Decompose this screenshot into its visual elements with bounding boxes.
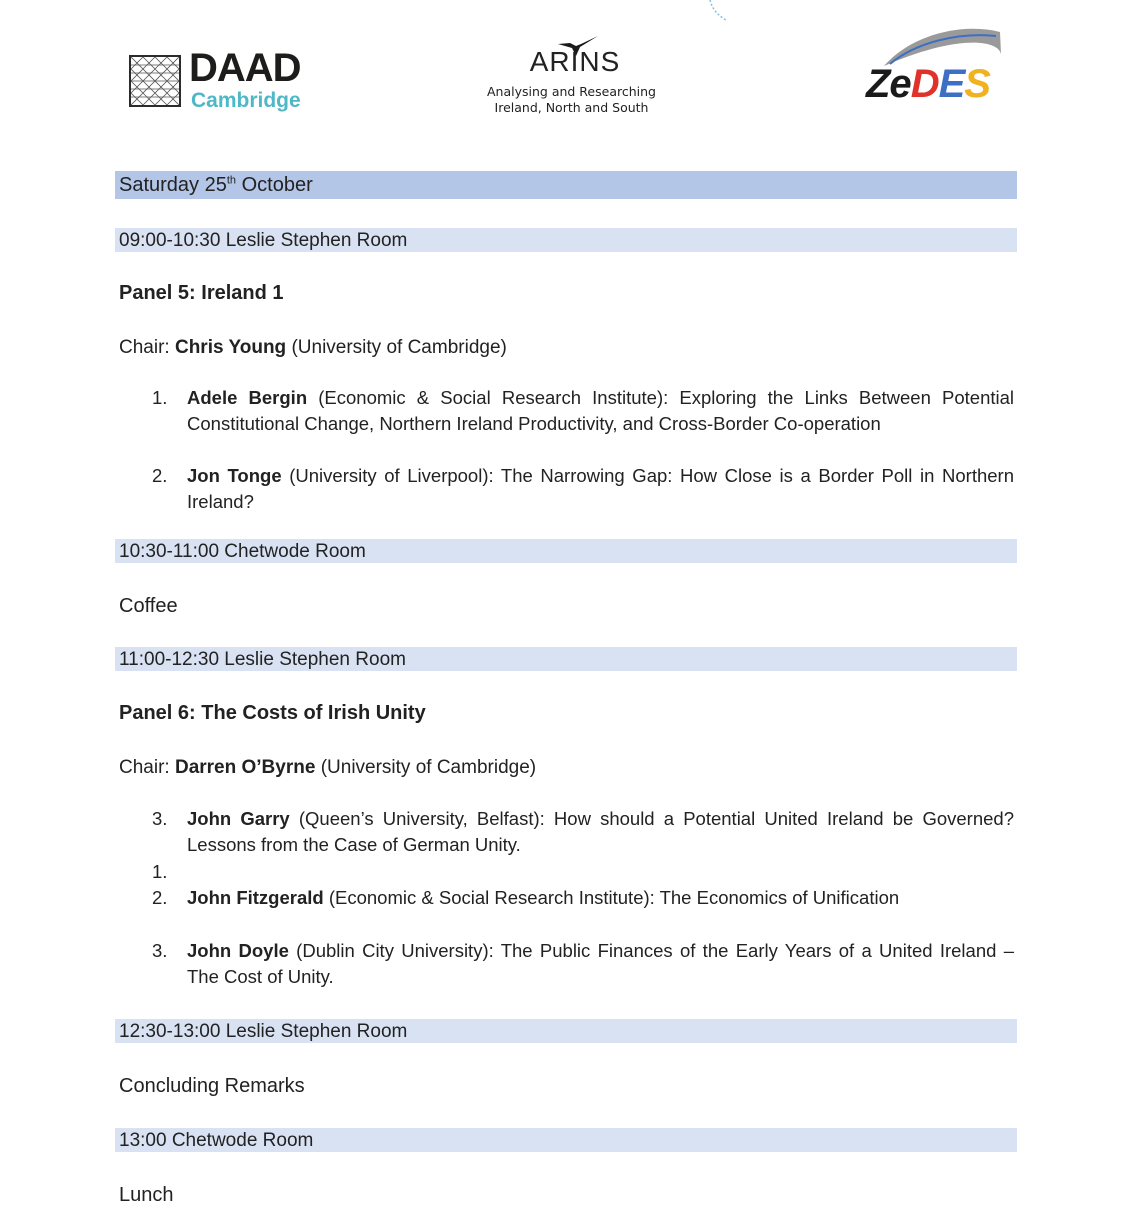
session-time-bar: 12:30-13:00 Leslie Stephen Room — [115, 1019, 1017, 1043]
list-number: 2. — [152, 465, 168, 486]
panel-title: Panel 5: Ireland 1 — [119, 282, 284, 304]
daad-logo-text: DAAD — [189, 46, 301, 90]
coffee-label: Coffee — [119, 595, 178, 617]
arins-tagline-line2: Ireland, North and South — [494, 100, 649, 115]
talk-details: (Economic & Social Research Institute): Exploring the Links Between Potential Constitutional Change, Northern Ireland Productivity, and Cross-Border Co-operation — [187, 387, 1015, 434]
list-item — [152, 885, 1014, 911]
arins-tagline — [470, 84, 673, 116]
session-time-bar: 13:00 Chetwode Room — [115, 1128, 1017, 1152]
zedes-d: D — [910, 62, 939, 106]
chair-affiliation: (University of Cambridge) — [315, 757, 537, 778]
list-item — [152, 463, 1014, 515]
speaker-name: John Fitzgerald — [187, 887, 324, 908]
session-time-bar: 10:30-11:00 Chetwode Room — [115, 539, 1017, 563]
daad-pattern-icon — [131, 57, 179, 105]
day-month: October — [236, 174, 313, 196]
day-label: Saturday 25 — [119, 174, 227, 196]
speaker-name: Jon Tonge — [187, 465, 282, 486]
chair-prefix: Chair: — [119, 337, 175, 358]
zedes-ze: Ze — [866, 62, 911, 106]
panel-chair — [119, 758, 536, 777]
chair-affiliation: (University of Cambridge) — [286, 337, 507, 358]
arins-tagline-line1: Analysing and Researching — [487, 84, 656, 99]
speaker-name: John Doyle — [187, 940, 289, 961]
chair-name: Darren O’Byrne — [174, 757, 316, 778]
day-header — [115, 171, 1017, 199]
panel-title: Panel 6: The Costs of Irish Unity — [119, 702, 426, 724]
lunch-label: Lunch — [119, 1184, 174, 1206]
zedes-e: E — [938, 62, 965, 106]
day-suffix: th — [226, 174, 237, 187]
daad-logo-subtext: Cambridge — [191, 89, 301, 112]
list-item — [152, 938, 1014, 990]
arins-logo-text: ARINS — [529, 46, 621, 77]
chair-prefix: Chair: — [119, 757, 175, 778]
decorative-squiggle — [706, 0, 736, 24]
talk-details: (University of Liverpool): The Narrowing Gap: How Close is a Border Poll in Northern Ireland? — [187, 465, 1014, 512]
list-number: 3. — [152, 808, 168, 829]
session-time-bar: 11:00-12:30 Leslie Stephen Room — [115, 647, 1017, 671]
panel-chair — [119, 338, 507, 357]
list-number: 3. — [152, 940, 168, 961]
speaker-name: John Garry — [187, 808, 290, 829]
session-time-bar: 09:00-10:30 Leslie Stephen Room — [115, 228, 1017, 252]
speaker-name: Adele Bergin — [187, 387, 308, 408]
zedes-s: S — [964, 62, 990, 106]
daad-logo-mark — [129, 55, 181, 107]
list-number: 2. — [152, 887, 168, 908]
talk-details: (Queen’s University, Belfast): How should a Potential United Ireland be Governed? Lessons from the Case of German Unity. — [187, 808, 1014, 855]
zedes-logo-text — [866, 64, 990, 104]
list-item — [152, 806, 1014, 858]
talk-details: (Dublin City University): The Public Finances of the Early Years of a United Ireland – The Cost of Unity. — [187, 940, 1014, 987]
list-number: 1. — [152, 387, 168, 408]
talk-details: (Economic & Social Research Institute): The Economics of Unification — [323, 887, 900, 908]
list-number: 1. — [152, 861, 168, 882]
list-item — [152, 385, 1014, 437]
chair-name: Chris Young — [174, 337, 287, 358]
concluding-label: Concluding Remarks — [119, 1075, 305, 1097]
